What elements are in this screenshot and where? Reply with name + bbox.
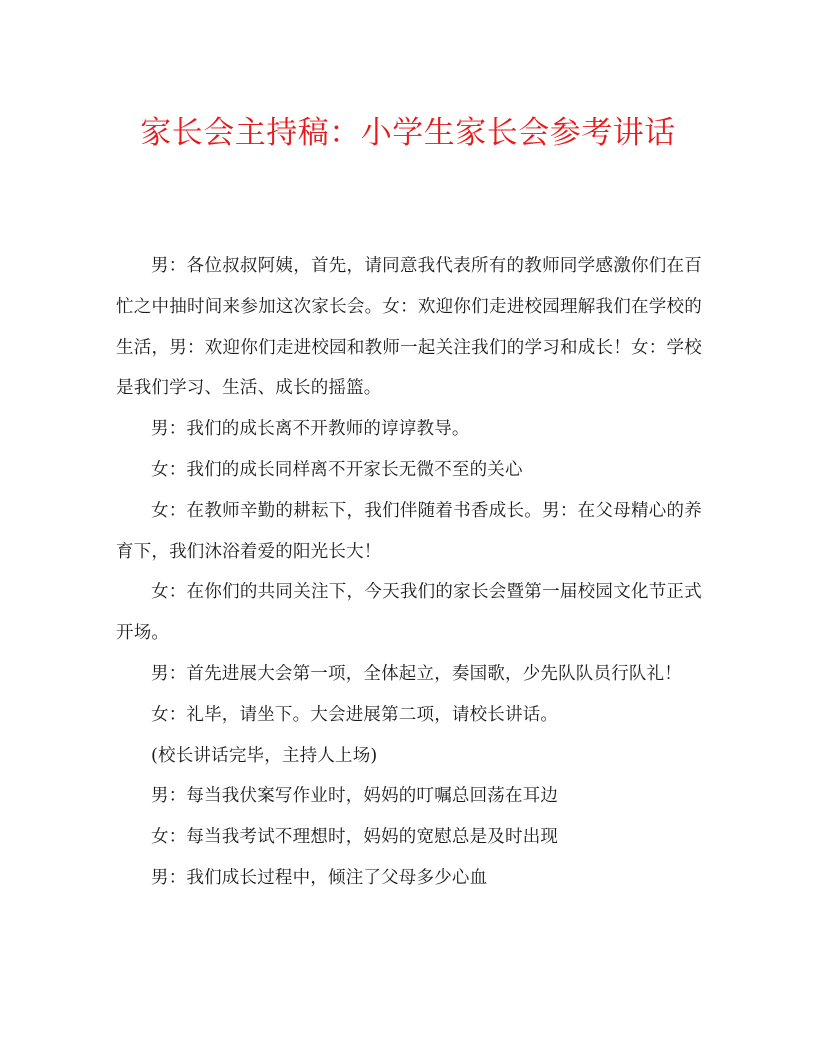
- paragraph-5: 女：在你们的共同关注下，今天我们的家长会暨第一届校园文化节正式开场。: [116, 582, 702, 644]
- paragraph-11: 男：我们成长过程中，倾注了父母多少心血: [151, 867, 488, 888]
- paragraph-6: 男：首先进展大会第一项，全体起立，奏国歌，少先队队员行队礼！: [151, 663, 682, 684]
- document-body: [116, 246, 702, 899]
- paragraph-1: 男：各位叔叔阿姨，首先，请同意我代表所有的教师同学感激你们在百忙之中抽时间来参加这次家长会。女：欢迎你们走进校园理解我们在学校的生活，男：欢迎你们走进校园和教师一起关注我们的学习和成长！女：学校是我们学习、生活、成长的摇篮。: [116, 256, 702, 399]
- paragraph-3: 女：我们的成长同样离不开家长无微不至的关心: [151, 459, 523, 480]
- paragraph-10: 女：每当我考试不理想时，妈妈的宽慰总是及时出现: [151, 827, 559, 848]
- document-title: 家长会主持稿：小学生家长会参考讲话: [140, 115, 676, 151]
- paragraph-9: 男：每当我伏案写作业时，妈妈的叮嘱总回荡在耳边: [151, 786, 559, 807]
- paragraph-2: 男：我们的成长离不开教师的谆谆教导。: [151, 419, 470, 440]
- paragraph-7: 女：礼毕，请坐下。大会进展第二项，请校长讲话。: [151, 704, 559, 725]
- paragraph-4: 女：在教师辛勤的耕耘下，我们伴随着书香成长。男：在父母精心的养育下，我们沐浴着爱的阳光长大！: [116, 500, 702, 562]
- paragraph-8: (校长讲话完毕，主持人上场): [151, 745, 378, 766]
